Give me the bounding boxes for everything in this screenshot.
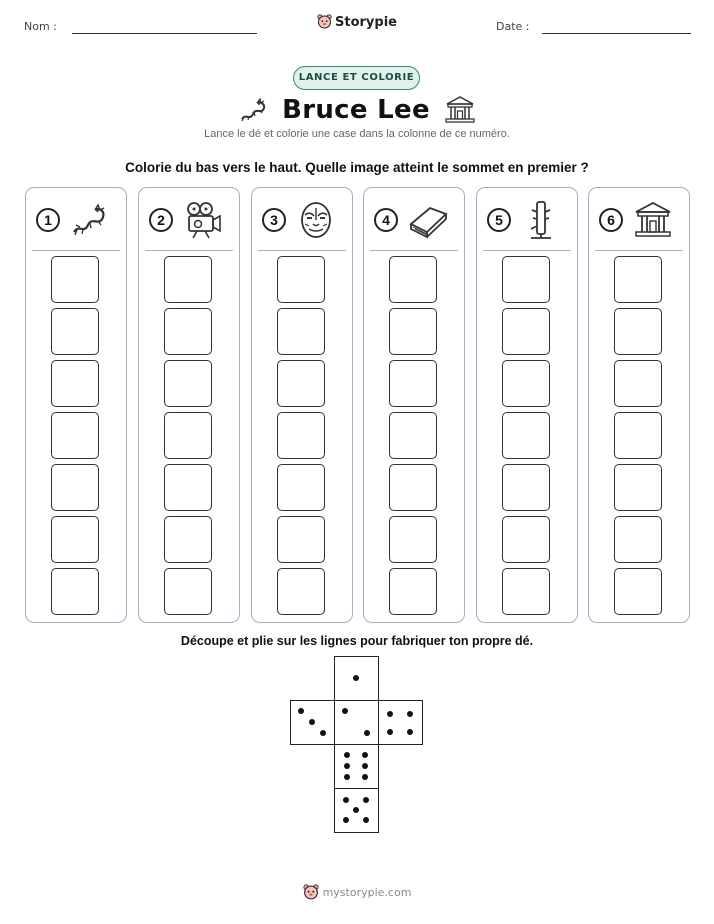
die-pip [353, 807, 359, 813]
column-divider [370, 250, 458, 251]
die-pip [320, 730, 326, 736]
color-box[interactable] [51, 308, 99, 355]
color-box[interactable] [614, 256, 662, 303]
page-title: Bruce Lee [282, 95, 430, 125]
color-box[interactable] [164, 516, 212, 563]
color-box[interactable] [389, 308, 437, 355]
die-face-5 [334, 788, 379, 833]
column-number: 3 [262, 208, 286, 232]
die-pip [362, 752, 368, 758]
column-4 [363, 187, 465, 623]
color-box[interactable] [164, 412, 212, 459]
color-box[interactable] [614, 308, 662, 355]
color-box[interactable] [502, 256, 550, 303]
book-icon [408, 200, 448, 240]
color-box[interactable] [389, 256, 437, 303]
column-divider [32, 250, 120, 251]
column-header [26, 200, 126, 240]
die-pip [387, 729, 393, 735]
column-divider [145, 250, 233, 251]
column-2 [138, 187, 240, 623]
column-number: 6 [599, 208, 623, 232]
color-box[interactable] [277, 256, 325, 303]
color-box[interactable] [389, 516, 437, 563]
color-box[interactable] [277, 464, 325, 511]
color-box[interactable] [614, 412, 662, 459]
opera-mask-icon [296, 200, 336, 240]
column-header [364, 200, 464, 240]
color-box[interactable] [277, 308, 325, 355]
brand-logo [0, 14, 714, 35]
die-pip [344, 774, 350, 780]
column-header [589, 200, 689, 240]
die-pip [362, 763, 368, 769]
column-divider [595, 250, 683, 251]
column-1 [25, 187, 127, 623]
die-pip [363, 817, 369, 823]
title-row [0, 92, 714, 128]
color-box[interactable] [277, 516, 325, 563]
die-pip [362, 774, 368, 780]
color-box[interactable] [502, 360, 550, 407]
color-box[interactable] [51, 464, 99, 511]
color-box[interactable] [51, 360, 99, 407]
column-5 [476, 187, 578, 623]
wooden-dummy-icon [521, 200, 561, 240]
color-box[interactable] [277, 360, 325, 407]
color-box[interactable] [389, 464, 437, 511]
footer-url[interactable]: mystorypie.com [322, 886, 412, 899]
color-box[interactable] [389, 360, 437, 407]
column-6 [588, 187, 690, 623]
name-label: Nom : [24, 20, 57, 33]
color-box[interactable] [389, 412, 437, 459]
mascot-icon [317, 14, 332, 30]
color-box[interactable] [614, 516, 662, 563]
subtitle: Lance le dé et colorie une case dans la colonne de ce numéro. [204, 128, 510, 140]
die-face-3 [290, 700, 335, 745]
color-box[interactable] [164, 360, 212, 407]
die-pip [364, 730, 370, 736]
column-header [477, 200, 577, 240]
temple-icon [633, 200, 673, 240]
column-header [139, 200, 239, 240]
color-box[interactable] [51, 412, 99, 459]
color-box[interactable] [164, 464, 212, 511]
die-pip [407, 729, 413, 735]
die-pip [387, 711, 393, 717]
column-number: 2 [149, 208, 173, 232]
die-pip [343, 817, 349, 823]
color-box[interactable] [614, 568, 662, 615]
color-box[interactable] [164, 568, 212, 615]
column-number: 1 [36, 208, 60, 232]
color-box[interactable] [614, 464, 662, 511]
die-face-4 [378, 700, 423, 745]
column-divider [258, 250, 346, 251]
die-pip [309, 719, 315, 725]
die-pip [407, 711, 413, 717]
color-box[interactable] [502, 464, 550, 511]
color-box[interactable] [502, 568, 550, 615]
temple-icon [444, 95, 476, 125]
mascot-icon [303, 884, 319, 901]
movie-camera-icon [183, 200, 223, 240]
die-pip [344, 752, 350, 758]
color-box[interactable] [51, 516, 99, 563]
column-divider [483, 250, 571, 251]
footer [0, 884, 714, 906]
color-box[interactable] [51, 568, 99, 615]
die-pip [363, 797, 369, 803]
column-number: 4 [374, 208, 398, 232]
brand-name: Storypie [335, 14, 397, 30]
color-box[interactable] [502, 308, 550, 355]
activity-badge: LANCE ET COLORIE [293, 66, 420, 90]
die-face-1 [334, 656, 379, 701]
die-face-2 [334, 700, 379, 745]
header-row [0, 14, 714, 40]
color-box[interactable] [277, 568, 325, 615]
die-pip [343, 797, 349, 803]
column-number: 5 [487, 208, 511, 232]
die-pip [298, 708, 304, 714]
color-box[interactable] [389, 568, 437, 615]
die-pip [353, 675, 359, 681]
column-header [252, 200, 352, 240]
color-box[interactable] [51, 256, 99, 303]
color-box[interactable] [614, 360, 662, 407]
color-box[interactable] [164, 308, 212, 355]
color-box[interactable] [502, 516, 550, 563]
color-box[interactable] [502, 412, 550, 459]
instruction: Colorie du bas vers le haut. Quelle image atteint le sommet en premier ? [125, 160, 589, 175]
column-3 [251, 187, 353, 623]
date-line [542, 33, 691, 34]
die-pip [344, 763, 350, 769]
dragon-icon [238, 95, 268, 125]
dragon-icon [70, 200, 110, 240]
color-box[interactable] [277, 412, 325, 459]
die-pip [342, 708, 348, 714]
date-label: Date : [496, 20, 530, 33]
die-face-6 [334, 744, 379, 789]
cut-instruction: Découpe et plie sur les lignes pour fabriquer ton propre dé. [180, 634, 534, 648]
color-box[interactable] [164, 256, 212, 303]
